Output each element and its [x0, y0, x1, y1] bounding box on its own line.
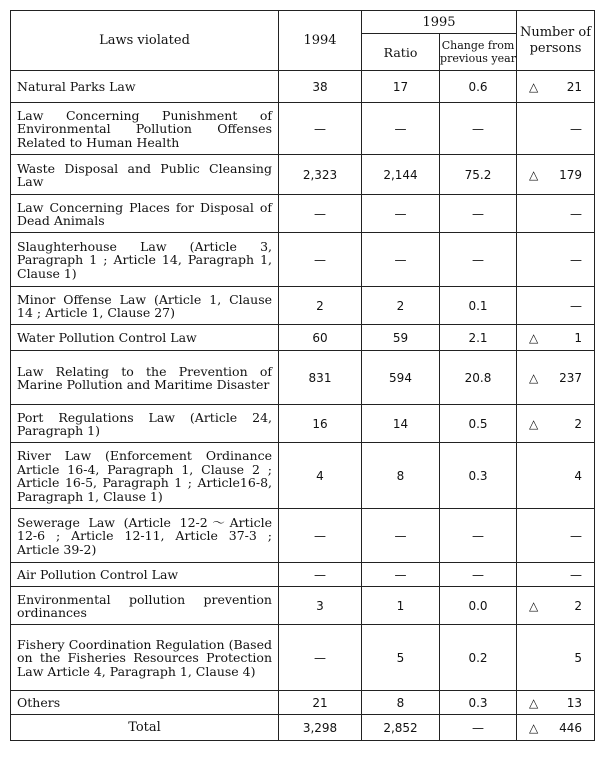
value-ratio: 59 — [362, 325, 440, 351]
value-1994: 2 — [279, 287, 362, 325]
law-name: Law Concerning Punishment of Environmental Pollution Offenses Related to Human Health — [11, 103, 279, 155]
value-ratio: 8 — [362, 691, 440, 715]
table-row — [11, 509, 595, 563]
law-name: Minor Offense Law (Article 1, Clause 14 ; Article 1, Clause 27) — [11, 287, 279, 325]
value-persons: — — [570, 252, 582, 267]
value-persons: 237 — [559, 370, 582, 385]
value-1994: 38 — [279, 71, 362, 103]
value-persons: — — [570, 298, 582, 313]
total-persons-cell — [517, 715, 595, 741]
value-persons: — — [570, 567, 582, 582]
law-name: River Law (Enforcement Ordinance Article 16-4, Paragraph 1, Clause 2 ; Article 16-5, Paragraph 1 ; Article16-8, Paragraph 1, Clause 1) — [11, 443, 279, 509]
triangle-decrease-icon: △ — [529, 416, 539, 431]
table-row — [11, 405, 595, 443]
value-persons-cell — [517, 155, 595, 195]
value-persons: 5 — [574, 650, 582, 665]
table-row — [11, 625, 595, 691]
law-name: Slaughterhouse Law (Article 3, Paragraph 1 ; Article 14, Paragraph 1, Clause 1) — [11, 233, 279, 287]
table-row — [11, 563, 595, 587]
triangle-decrease-icon: △ — [529, 720, 539, 735]
value-change: 0.3 — [440, 691, 517, 715]
value-ratio: 8 — [362, 443, 440, 509]
table-row — [11, 233, 595, 287]
header-1995: 1995 — [362, 11, 517, 34]
table-row — [11, 325, 595, 351]
total-row — [11, 715, 595, 741]
total-label: Total — [11, 715, 279, 741]
value-1994: 831 — [279, 351, 362, 405]
triangle-decrease-icon: △ — [529, 79, 539, 94]
value-persons: — — [570, 206, 582, 221]
value-1994: 21 — [279, 691, 362, 715]
triangle-decrease-icon: △ — [529, 695, 539, 710]
value-ratio: 594 — [362, 351, 440, 405]
value-ratio: — — [362, 195, 440, 233]
value-ratio: 14 — [362, 405, 440, 443]
value-persons-cell — [517, 691, 595, 715]
value-ratio: 2 — [362, 287, 440, 325]
header-1994: 1994 — [279, 11, 362, 71]
value-persons: 179 — [559, 167, 582, 182]
value-persons: — — [570, 121, 582, 136]
value-1994: 3 — [279, 587, 362, 625]
value-change: — — [440, 195, 517, 233]
header-number-of-persons: Number of persons — [517, 11, 595, 71]
value-ratio: 17 — [362, 71, 440, 103]
value-ratio: 2,144 — [362, 155, 440, 195]
value-persons-cell — [517, 625, 595, 691]
value-1994: 60 — [279, 325, 362, 351]
value-ratio: — — [362, 103, 440, 155]
value-persons: 2 — [574, 416, 582, 431]
value-persons-cell — [517, 563, 595, 587]
table-row — [11, 103, 595, 155]
value-persons-cell — [517, 195, 595, 233]
triangle-decrease-icon: △ — [529, 330, 539, 345]
value-ratio: 5 — [362, 625, 440, 691]
law-name: Fishery Coordination Regulation (Based on the Fisheries Resources Protection Law Article 4, Paragraph 1, Clause 4) — [11, 625, 279, 691]
law-name: Waste Disposal and Public Cleansing Law — [11, 155, 279, 195]
table-row — [11, 587, 595, 625]
header-ratio: Ratio — [362, 34, 440, 71]
law-name: Port Regulations Law (Article 24, Paragraph 1) — [11, 405, 279, 443]
value-persons: 21 — [566, 79, 582, 94]
total-persons: 446 — [559, 720, 582, 735]
laws-violated-table — [10, 10, 595, 741]
value-persons: 4 — [574, 468, 582, 483]
value-change: 0.2 — [440, 625, 517, 691]
value-1994: — — [279, 195, 362, 233]
triangle-decrease-icon: △ — [529, 370, 539, 385]
table-body — [11, 71, 595, 741]
table-row — [11, 351, 595, 405]
value-change: 0.5 — [440, 405, 517, 443]
value-change: 0.1 — [440, 287, 517, 325]
value-persons-cell — [517, 287, 595, 325]
value-persons-cell — [517, 325, 595, 351]
value-persons-cell — [517, 587, 595, 625]
value-1994: — — [279, 103, 362, 155]
value-1994: — — [279, 625, 362, 691]
value-persons-cell — [517, 71, 595, 103]
total-1994: 3,298 — [279, 715, 362, 741]
header-laws-violated: Laws violated — [11, 11, 279, 71]
value-1994: — — [279, 563, 362, 587]
table-row — [11, 443, 595, 509]
value-1994: 4 — [279, 443, 362, 509]
law-name: Law Concerning Places for Disposal of Dead Animals — [11, 195, 279, 233]
law-name: Air Pollution Control Law — [11, 563, 279, 587]
value-persons: 2 — [574, 598, 582, 613]
table-row — [11, 155, 595, 195]
total-change: — — [440, 715, 517, 741]
value-change: 20.8 — [440, 351, 517, 405]
value-persons: 1 — [574, 330, 582, 345]
table-row — [11, 195, 595, 233]
triangle-decrease-icon: △ — [529, 598, 539, 613]
value-change: — — [440, 103, 517, 155]
value-ratio: — — [362, 509, 440, 563]
value-persons-cell — [517, 233, 595, 287]
value-change: — — [440, 233, 517, 287]
value-change: — — [440, 563, 517, 587]
table-row — [11, 71, 595, 103]
value-persons-cell — [517, 443, 595, 509]
value-1994: 2,323 — [279, 155, 362, 195]
value-persons: 13 — [566, 695, 582, 710]
law-name: Environmental pollution prevention ordinances — [11, 587, 279, 625]
table-row — [11, 287, 595, 325]
value-1994: — — [279, 509, 362, 563]
value-persons-cell — [517, 103, 595, 155]
value-1994: — — [279, 233, 362, 287]
law-name: Natural Parks Law — [11, 71, 279, 103]
value-change: 0.0 — [440, 587, 517, 625]
value-persons-cell — [517, 405, 595, 443]
value-change: — — [440, 509, 517, 563]
value-change: 0.6 — [440, 71, 517, 103]
triangle-decrease-icon: △ — [529, 167, 539, 182]
total-ratio: 2,852 — [362, 715, 440, 741]
value-persons-cell — [517, 351, 595, 405]
law-name: Sewerage Law (Article 12-2〜Article 12-6 ; Article 12-11, Article 37-3 ; Article 39-2) — [11, 509, 279, 563]
value-ratio: — — [362, 233, 440, 287]
value-change: 0.3 — [440, 443, 517, 509]
value-persons: — — [570, 528, 582, 543]
law-name: Others — [11, 691, 279, 715]
header-change-from-previous-year: Change from previous year — [440, 34, 517, 71]
value-persons-cell — [517, 509, 595, 563]
value-change: 2.1 — [440, 325, 517, 351]
value-1994: 16 — [279, 405, 362, 443]
table-row — [11, 691, 595, 715]
value-ratio: — — [362, 563, 440, 587]
value-change: 75.2 — [440, 155, 517, 195]
value-ratio: 1 — [362, 587, 440, 625]
law-name: Law Relating to the Prevention of Marine Pollution and Maritime Disaster — [11, 351, 279, 405]
law-name: Water Pollution Control Law — [11, 325, 279, 351]
